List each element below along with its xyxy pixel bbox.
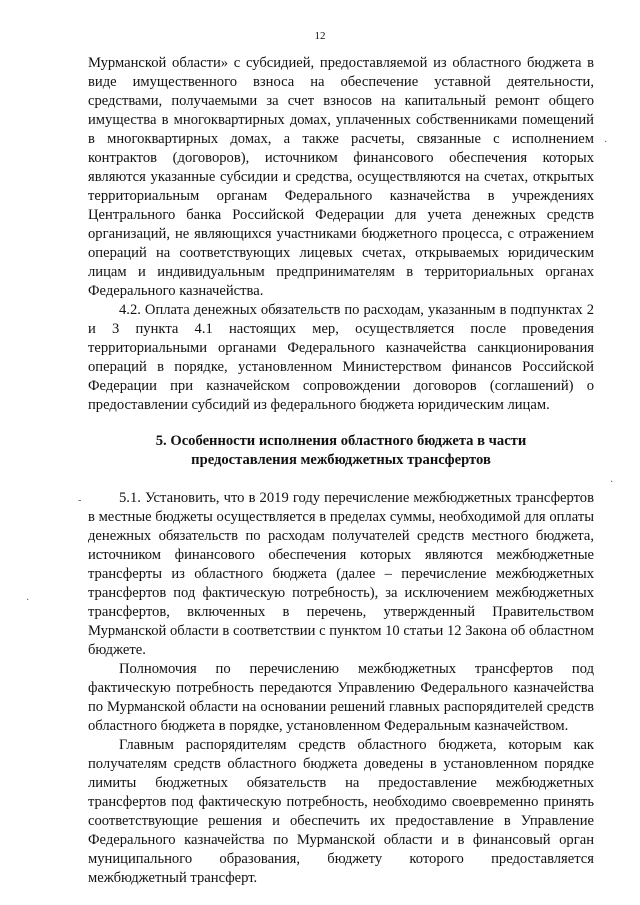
scan-mark: · (610, 477, 614, 488)
paragraph-5-1: 5.1. Установить, что в 2019 году перечисление межбюджетных трансфертов в местные бюджеты осуществляется в пределах суммы, необходимой для оплаты денежных обязательств по расходам получателей средств местного бюджета, источником финансового обеспечения которых являются межбюджетные трансферты из областного бюджета (далее – перечисление межбюджетных трансфертов под фактическую потребность), за исключением межбюджетных трансфертов, включенных в перечень, утвержденный Правительством Мурманской области в соответствии с пунктом 10 статьи 12 Закона об областном бюджете. (88, 490, 594, 658)
scan-mark: · (604, 137, 608, 148)
paragraph-main-managers: Главным распорядителям средств областного бюджета, которым как получателям средств областного бюджета доведены в установленном порядке лимиты бюджетных обязательств на предоставление межбюджетных трансфертов под фактическую потребность, необходимо своевременно принять соответствующие решения и обеспечить их предоставление в Управление Федерального казначейства по Мурманской области и в финансовый орган муниципального образования, бюджету которого предоставляется межбюджетный трансферт. (88, 737, 594, 886)
document-body (88, 54, 594, 888)
section-heading-line-2: предоставления межбюджетных трансфертов (191, 452, 491, 468)
scan-mark: - (78, 495, 82, 506)
paragraph-continuation: Мурманской области» с субсидией, предоставляемой из областного бюджета в виде имущественного взноса на обеспечение уставной деятельности, средствами, получаемыми за счет взносов на капитальный ремонт общего имущества в многоквартирных домах, уплаченных собственниками помещений в многоквартирных домах, а также расчеты, связанные с исполнением контрактов (договоров), источником финансового обеспечения которых являются указанные субсидии и средства, осуществляются на счетах, открытых территориальным органам Федерального казначейства в учреждениях Центрального банка Российской Федерации для учета денежных средств организаций, не являющихся участниками бюджетного процесса, с отражением операций на соответствующих лицевых счетах, открываемых юридическим лицам и индивидуальным предпринимателям в территориальных органах Федерального казначейства. (88, 55, 594, 299)
paragraph-authority: Полномочия по перечислению межбюджетных трансфертов под фактическую потребность передаются Управлению Федерального казначейства по Мурманской области на основании решений главных распорядителей средств областного бюджета в порядке, установленном Федеральным казначейством. (88, 661, 594, 734)
section-heading (88, 432, 594, 470)
section-heading-line-1: 5. Особенности исполнения областного бюджета в части (155, 433, 527, 449)
scan-mark: · (26, 595, 30, 606)
paragraph-4-2: 4.2. Оплата денежных обязательств по расходам, указанным в подпунктах 2 и 3 пункта 4.1 настоящих мер, осуществляется после проведения территориальными органами Федерального казначейства санкционирования операций в порядке, установленном Министерством финансов Российской Федерации при казначейском сопровождении договоров (соглашений) о предоставлении субсидий из федерального бюджета юридическим лицам. (88, 302, 594, 413)
page-number: 12 (314, 30, 326, 42)
